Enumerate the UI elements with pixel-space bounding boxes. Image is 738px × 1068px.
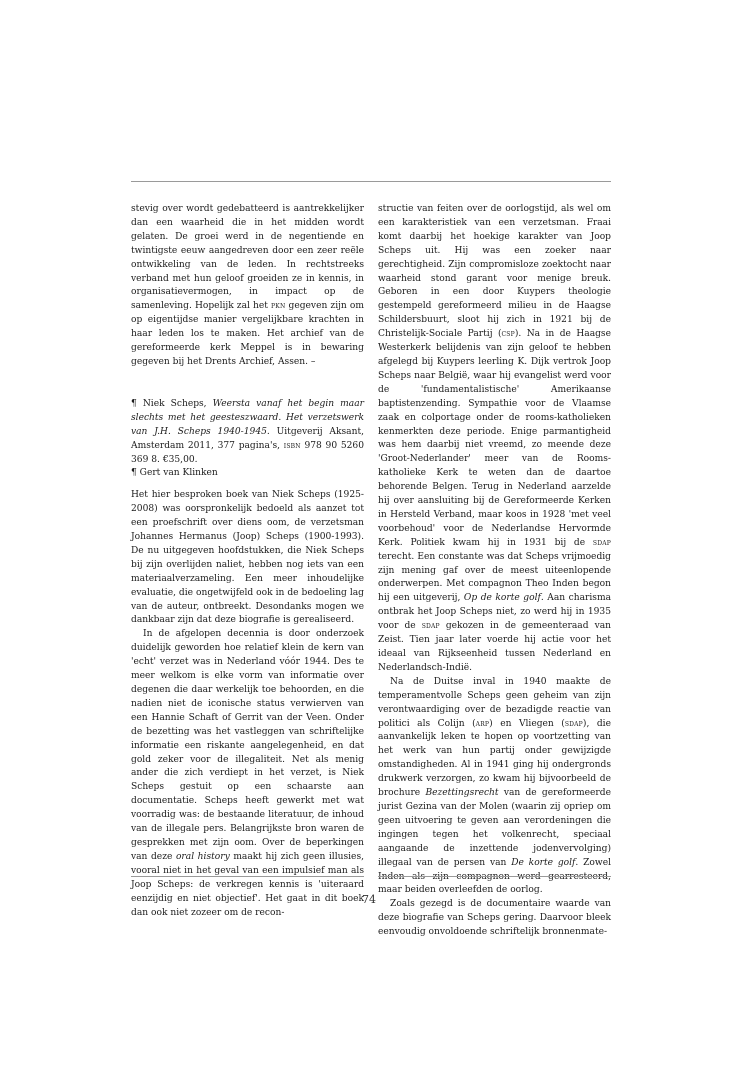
header-rule	[131, 181, 611, 182]
reviewer-name: ¶ Gert van Klinken	[131, 468, 218, 479]
continuation-paragraph: stevig over wordt gedebatteerd is aantrekkelijker dan een waarheid die in het midden wordt gelaten. De groei werd in de negentiende en twintigste eeuw aangedreven door een zeer reële ontwikkeling van de leden. In rechtstreeks verband met hun geloof groeiden ze in kennis, in organisatievermogen, in impact op de samenleving. Hopelijk zal het pkn gegeven zijn om op eigentijdse manier vergelijkbare krachten in haar leden los te maken. Het archief van de gereformeerde kerk Meppel is in bewaring gegeven bij het Drents Archief, Assen. –	[131, 204, 364, 367]
abbr-pkn: pkn	[271, 301, 286, 312]
page-number: 74	[362, 893, 376, 906]
review-header: ¶ Niek Scheps, Weersta vanaf het begin maar slechts met het geesteszwaard. Het verzetswerk van J.H. Scheps 1940-1945. Uitgeverij Aksant, Amsterdam 2011, 377 pagina's, isbn 978 90 5260 369 8. €35,00.	[131, 398, 365, 465]
book-title: Weersta vanaf het begin maar slechts met het geesteszwaard. Het verzetswerk van J.H. Scheps 1940-1945	[131, 398, 364, 437]
left-column	[131, 203, 364, 920]
spacer	[131, 370, 364, 398]
review-paragraph-3: structie van feiten over de oorlogstijd, als wel om een karakteristiek van een verzetsman. Fraai komt daarbij het hoekige karakter van Joop Scheps uit. Hij was een zoeker naar gerechtigheid. Zijn compromisloze zoektocht naar waarheid stond garant voor menige breuk. Geboren in een door Kuypers theologie gestempeld gereformeerd milieu in de Haagse Schildersbuurt, sloot hij zich in 1921 bij de Christelijk-Sociale Partij (csp). Na in de Haagse Westerkerk belijdenis van zijn geloof te hebben afgelegd bij Kuypers leerling K. Dijk vertrok Joop Scheps naar België, waar hij evangelist werd voor de 'fundamentalistische' Amerikaanse baptistenzending. Sympathie voor de Vlaamse zaak en colportage onder de rooms-katholieken kenmerkten deze periode. Enige parmantigheid was hem daarbij niet vreemd, zo meende deze 'Groot-Nederlander' meer van de Rooms-katholieke Kerk te weten dan de daartoe behorende Belgen. Terug in Nederland aarzelde hij over aansluiting bij de Gereformeerde Kerken in Hersteld Verband, maar koos in 1928 'met veel voorbehoud' voor de Nederlandse Hervormde Kerk. Politiek kwam hij in 1931 bij de sdap terecht. Een constante was dat Scheps vrijmoedig zijn mening gaf over de meest uiteenlopende onderwerpen. Met compagnon Theo Inden begon hij een uitgeverij, Op de korte golf. Aan charisma ontbrak het Joop Scheps niet, zo werd hij in 1935 voor de sdap gekozen in de gemeenteraad van Zeist. Tien jaar later voerde hij actie voor het ideaal van Rijkseenheid tussen Nederland en Nederlandsch-Indië.	[378, 204, 611, 673]
review-paragraph-5: Zoals gezegd is de documentaire waarde van deze biografie van Scheps gering. Daarvoor bleek eenvoudig onvoldoende schriftelijk bronnenmate-	[378, 899, 611, 938]
right-column	[378, 203, 611, 940]
spacer	[131, 481, 364, 489]
footer-rule-right	[378, 876, 611, 877]
footer-rule-left	[131, 876, 364, 877]
review-paragraph-1: Het hier besproken boek van Niek Scheps (1925-2008) was oorspronkelijk bedoeld als aanzet tot een proefschrift over diens oom, de verzetsman Johannes Hermanus (Joop) Scheps (1900-1993). De nu uitgegeven hoofdstukken, die Niek Scheps bij zijn overlijden naliet, hebben nog iets van een materiaalverzameling. Een meer inhoudelijke evaluatie, die ongetwijfeld ook in de bedoeling lag van de auteur, ontbreekt. Desondanks mogen we dankbaar zijn dat deze biografie is gerealiseerd.	[131, 490, 364, 626]
review-paragraph-4: Na de Duitse inval in 1940 maakte de temperamentvolle Scheps geen geheim van zijn verontwaardiging over de bezadigde reactie van politici als Colijn (arp) en Vliegen (sdap), die aanvankelijk leken te hopen op voortzetting van het werk van hun partij onder gewijzigde omstandigheden. Al in 1941 ging hij ondergronds drukwerk verzorgen, zo kwam hij bijvoorbeeld de brochure Bezettingsrecht van de gereformeerde jurist Gezina van der Molen (waarin zij opriep om geen uitvoering te geven aan verordeningen die ingingen tegen het volkenrecht, speciaal aangaande de inzettende jodenvervolging) illegaal van de persen van De korte golf. Zowel Inden als zijn compagnon werd gearresteerd, maar beiden overleefden de oorlog.	[378, 676, 611, 896]
review-paragraph-2: In de afgelopen decennia is door onderzoek duidelijk geworden hoe relatief klein de kern van 'echt' verzet was in Nederland vóór 1944. Des te meer welkom is elke vorm van informatie over degenen die daar werkelijk toe behoorden, en die nadien niet de iconische status verwierven van een Hannie Schaft of Gerrit van der Veen. Onder de bezetting was het vastleggen van schriftelijke informatie een riskante aangelegenheid, en dat gold zeker voor de illegaliteit. Net als menig ander die zich verdiept in het verzet, is Niek Scheps gestuit op een schaarste aan documentatie. Scheps heeft gewerkt met wat voorradig was: de bestaande literatuur, de inhoud van de illegale pers. Belangrijkste bron waren de gesprekken met zijn oom. Over de beperkingen van deze oral history maakt hij zich geen illusies, vooral niet in het geval van een impulsief man als Joop Scheps: de verkregen kennis is 'uiteraard eenzijdig en niet objectief'. Het gaat in dit boek dan ook niet zozeer om de recon-	[131, 629, 364, 918]
